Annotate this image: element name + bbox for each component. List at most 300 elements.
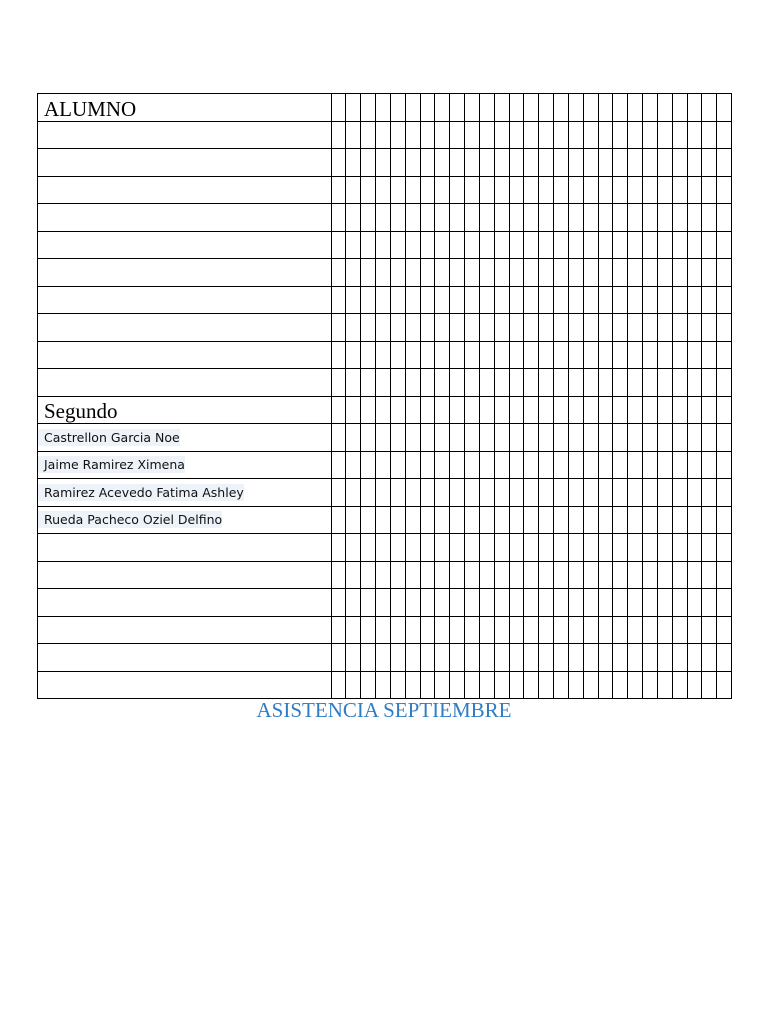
attendance-cell[interactable] — [494, 396, 509, 424]
attendance-cell[interactable] — [568, 204, 583, 232]
attendance-cell[interactable] — [361, 616, 376, 644]
attendance-cell[interactable] — [598, 231, 613, 259]
attendance-cell[interactable] — [465, 589, 480, 617]
attendance-cell[interactable] — [479, 176, 494, 204]
attendance-cell[interactable] — [687, 286, 702, 314]
attendance-cell[interactable] — [657, 176, 672, 204]
attendance-cell[interactable] — [390, 671, 405, 699]
attendance-cell[interactable] — [568, 286, 583, 314]
attendance-cell[interactable] — [717, 204, 732, 232]
attendance-cell[interactable] — [717, 176, 732, 204]
attendance-cell[interactable] — [702, 644, 717, 672]
attendance-cell[interactable] — [435, 286, 450, 314]
attendance-cell[interactable] — [539, 506, 554, 534]
attendance-cell[interactable] — [479, 396, 494, 424]
attendance-cell[interactable] — [450, 616, 465, 644]
attendance-cell[interactable] — [346, 479, 361, 507]
attendance-cell[interactable] — [643, 534, 658, 562]
attendance-cell[interactable] — [509, 121, 524, 149]
attendance-cell[interactable] — [717, 671, 732, 699]
attendance-cell[interactable] — [583, 644, 598, 672]
attendance-cell[interactable] — [539, 259, 554, 287]
attendance-cell[interactable] — [524, 644, 539, 672]
attendance-cell[interactable] — [435, 424, 450, 452]
student-name-cell[interactable] — [38, 589, 332, 617]
attendance-cell[interactable] — [494, 424, 509, 452]
attendance-cell[interactable] — [331, 259, 346, 287]
attendance-cell[interactable] — [568, 671, 583, 699]
attendance-cell[interactable] — [509, 671, 524, 699]
attendance-cell[interactable] — [554, 479, 569, 507]
attendance-cell[interactable] — [583, 671, 598, 699]
attendance-cell[interactable] — [390, 149, 405, 177]
attendance-cell[interactable] — [331, 616, 346, 644]
attendance-cell[interactable] — [450, 369, 465, 397]
attendance-cell[interactable] — [598, 341, 613, 369]
attendance-cell[interactable] — [494, 286, 509, 314]
attendance-cell[interactable] — [494, 149, 509, 177]
attendance-cell[interactable] — [657, 589, 672, 617]
attendance-cell[interactable] — [613, 176, 628, 204]
attendance-cell[interactable] — [390, 286, 405, 314]
attendance-cell[interactable] — [376, 204, 391, 232]
attendance-cell[interactable] — [568, 534, 583, 562]
attendance-cell[interactable] — [435, 94, 450, 122]
attendance-cell[interactable] — [672, 451, 687, 479]
attendance-cell[interactable] — [598, 259, 613, 287]
attendance-cell[interactable] — [346, 121, 361, 149]
attendance-cell[interactable] — [613, 121, 628, 149]
attendance-cell[interactable] — [554, 369, 569, 397]
attendance-cell[interactable] — [331, 314, 346, 342]
attendance-cell[interactable] — [702, 534, 717, 562]
attendance-cell[interactable] — [479, 231, 494, 259]
attendance-cell[interactable] — [509, 589, 524, 617]
attendance-cell[interactable] — [361, 644, 376, 672]
attendance-cell[interactable] — [598, 671, 613, 699]
attendance-cell[interactable] — [465, 314, 480, 342]
attendance-cell[interactable] — [568, 506, 583, 534]
attendance-cell[interactable] — [643, 671, 658, 699]
attendance-cell[interactable] — [539, 644, 554, 672]
attendance-cell[interactable] — [331, 534, 346, 562]
attendance-cell[interactable] — [672, 259, 687, 287]
student-name-cell[interactable] — [38, 561, 332, 589]
attendance-cell[interactable] — [702, 396, 717, 424]
attendance-cell[interactable] — [554, 671, 569, 699]
attendance-cell[interactable] — [524, 149, 539, 177]
attendance-cell[interactable] — [583, 314, 598, 342]
attendance-cell[interactable] — [420, 341, 435, 369]
attendance-cell[interactable] — [643, 231, 658, 259]
attendance-cell[interactable] — [672, 204, 687, 232]
attendance-cell[interactable] — [524, 671, 539, 699]
attendance-cell[interactable] — [672, 231, 687, 259]
attendance-cell[interactable] — [346, 671, 361, 699]
attendance-cell[interactable] — [405, 671, 420, 699]
attendance-cell[interactable] — [479, 286, 494, 314]
attendance-cell[interactable] — [405, 341, 420, 369]
attendance-cell[interactable] — [376, 451, 391, 479]
attendance-cell[interactable] — [524, 424, 539, 452]
attendance-cell[interactable] — [687, 534, 702, 562]
student-name-cell[interactable] — [38, 341, 332, 369]
attendance-cell[interactable] — [390, 424, 405, 452]
attendance-cell[interactable] — [465, 506, 480, 534]
attendance-cell[interactable] — [361, 341, 376, 369]
attendance-cell[interactable] — [613, 396, 628, 424]
attendance-cell[interactable] — [717, 149, 732, 177]
attendance-cell[interactable] — [346, 506, 361, 534]
attendance-cell[interactable] — [539, 451, 554, 479]
attendance-cell[interactable] — [717, 341, 732, 369]
attendance-cell[interactable] — [361, 561, 376, 589]
student-name-cell[interactable] — [38, 616, 332, 644]
attendance-cell[interactable] — [539, 534, 554, 562]
attendance-cell[interactable] — [435, 369, 450, 397]
attendance-cell[interactable] — [672, 314, 687, 342]
attendance-cell[interactable] — [331, 671, 346, 699]
attendance-cell[interactable] — [568, 149, 583, 177]
attendance-cell[interactable] — [554, 451, 569, 479]
attendance-cell[interactable] — [524, 396, 539, 424]
attendance-cell[interactable] — [479, 121, 494, 149]
attendance-cell[interactable] — [465, 671, 480, 699]
attendance-cell[interactable] — [568, 231, 583, 259]
attendance-cell[interactable] — [702, 286, 717, 314]
attendance-cell[interactable] — [672, 369, 687, 397]
attendance-cell[interactable] — [509, 424, 524, 452]
attendance-cell[interactable] — [405, 286, 420, 314]
attendance-cell[interactable] — [361, 369, 376, 397]
attendance-cell[interactable] — [376, 259, 391, 287]
attendance-cell[interactable] — [346, 341, 361, 369]
student-name-cell[interactable] — [38, 534, 332, 562]
attendance-cell[interactable] — [450, 396, 465, 424]
attendance-cell[interactable] — [450, 204, 465, 232]
attendance-cell[interactable] — [613, 479, 628, 507]
attendance-cell[interactable] — [361, 451, 376, 479]
attendance-cell[interactable] — [598, 314, 613, 342]
attendance-cell[interactable] — [643, 286, 658, 314]
student-name-cell[interactable] — [38, 121, 332, 149]
attendance-cell[interactable] — [554, 589, 569, 617]
attendance-cell[interactable] — [568, 341, 583, 369]
attendance-cell[interactable] — [672, 644, 687, 672]
attendance-cell[interactable] — [702, 671, 717, 699]
attendance-cell[interactable] — [361, 314, 376, 342]
attendance-cell[interactable] — [361, 396, 376, 424]
attendance-cell[interactable] — [568, 121, 583, 149]
attendance-cell[interactable] — [346, 204, 361, 232]
attendance-cell[interactable] — [435, 231, 450, 259]
attendance-cell[interactable] — [583, 616, 598, 644]
attendance-cell[interactable] — [687, 259, 702, 287]
attendance-cell[interactable] — [435, 671, 450, 699]
attendance-cell[interactable] — [643, 259, 658, 287]
attendance-cell[interactable] — [420, 94, 435, 122]
attendance-cell[interactable] — [465, 94, 480, 122]
attendance-cell[interactable] — [672, 396, 687, 424]
attendance-cell[interactable] — [405, 616, 420, 644]
attendance-cell[interactable] — [657, 424, 672, 452]
attendance-cell[interactable] — [672, 341, 687, 369]
attendance-cell[interactable] — [331, 121, 346, 149]
attendance-cell[interactable] — [390, 589, 405, 617]
attendance-cell[interactable] — [450, 176, 465, 204]
attendance-cell[interactable] — [583, 534, 598, 562]
attendance-cell[interactable] — [628, 204, 643, 232]
attendance-cell[interactable] — [435, 616, 450, 644]
attendance-cell[interactable] — [568, 314, 583, 342]
attendance-cell[interactable] — [524, 231, 539, 259]
attendance-cell[interactable] — [583, 149, 598, 177]
attendance-cell[interactable] — [702, 121, 717, 149]
attendance-cell[interactable] — [628, 231, 643, 259]
attendance-cell[interactable] — [672, 671, 687, 699]
attendance-cell[interactable] — [598, 451, 613, 479]
attendance-cell[interactable] — [390, 451, 405, 479]
attendance-cell[interactable] — [628, 341, 643, 369]
attendance-cell[interactable] — [687, 671, 702, 699]
attendance-cell[interactable] — [702, 341, 717, 369]
attendance-cell[interactable] — [361, 424, 376, 452]
attendance-cell[interactable] — [717, 479, 732, 507]
attendance-cell[interactable] — [494, 341, 509, 369]
attendance-cell[interactable] — [435, 644, 450, 672]
attendance-cell[interactable] — [524, 589, 539, 617]
attendance-cell[interactable] — [554, 534, 569, 562]
attendance-cell[interactable] — [509, 616, 524, 644]
attendance-cell[interactable] — [717, 589, 732, 617]
attendance-cell[interactable] — [524, 451, 539, 479]
attendance-cell[interactable] — [465, 396, 480, 424]
attendance-cell[interactable] — [583, 286, 598, 314]
attendance-cell[interactable] — [509, 534, 524, 562]
attendance-cell[interactable] — [390, 94, 405, 122]
attendance-cell[interactable] — [554, 424, 569, 452]
attendance-cell[interactable] — [554, 121, 569, 149]
attendance-cell[interactable] — [628, 534, 643, 562]
attendance-cell[interactable] — [702, 314, 717, 342]
attendance-cell[interactable] — [361, 286, 376, 314]
attendance-cell[interactable] — [583, 369, 598, 397]
attendance-cell[interactable] — [390, 314, 405, 342]
attendance-cell[interactable] — [643, 94, 658, 122]
attendance-cell[interactable] — [331, 479, 346, 507]
attendance-cell[interactable] — [583, 204, 598, 232]
attendance-cell[interactable] — [509, 204, 524, 232]
attendance-cell[interactable] — [331, 451, 346, 479]
attendance-cell[interactable] — [509, 451, 524, 479]
attendance-cell[interactable] — [420, 424, 435, 452]
attendance-cell[interactable] — [509, 479, 524, 507]
attendance-cell[interactable] — [613, 534, 628, 562]
attendance-cell[interactable] — [390, 506, 405, 534]
attendance-cell[interactable] — [583, 506, 598, 534]
attendance-cell[interactable] — [568, 644, 583, 672]
attendance-cell[interactable] — [524, 506, 539, 534]
attendance-cell[interactable] — [672, 561, 687, 589]
attendance-cell[interactable] — [346, 616, 361, 644]
attendance-cell[interactable] — [657, 369, 672, 397]
attendance-cell[interactable] — [613, 451, 628, 479]
attendance-cell[interactable] — [420, 149, 435, 177]
attendance-cell[interactable] — [583, 589, 598, 617]
attendance-cell[interactable] — [420, 479, 435, 507]
attendance-cell[interactable] — [420, 396, 435, 424]
attendance-cell[interactable] — [509, 369, 524, 397]
attendance-cell[interactable] — [628, 671, 643, 699]
attendance-cell[interactable] — [583, 176, 598, 204]
attendance-cell[interactable] — [361, 259, 376, 287]
attendance-cell[interactable] — [628, 314, 643, 342]
attendance-cell[interactable] — [450, 314, 465, 342]
attendance-cell[interactable] — [405, 506, 420, 534]
attendance-cell[interactable] — [494, 204, 509, 232]
attendance-cell[interactable] — [657, 534, 672, 562]
attendance-cell[interactable] — [643, 369, 658, 397]
attendance-cell[interactable] — [361, 534, 376, 562]
attendance-cell[interactable] — [539, 616, 554, 644]
attendance-cell[interactable] — [465, 231, 480, 259]
attendance-cell[interactable] — [613, 671, 628, 699]
student-name-cell[interactable] — [38, 424, 332, 452]
attendance-cell[interactable] — [405, 589, 420, 617]
attendance-cell[interactable] — [420, 451, 435, 479]
attendance-cell[interactable] — [717, 314, 732, 342]
student-name-cell[interactable] — [38, 231, 332, 259]
attendance-cell[interactable] — [539, 94, 554, 122]
attendance-cell[interactable] — [346, 369, 361, 397]
attendance-cell[interactable] — [687, 396, 702, 424]
attendance-cell[interactable] — [717, 506, 732, 534]
attendance-cell[interactable] — [613, 204, 628, 232]
attendance-cell[interactable] — [524, 369, 539, 397]
attendance-cell[interactable] — [702, 479, 717, 507]
attendance-cell[interactable] — [465, 479, 480, 507]
attendance-cell[interactable] — [405, 369, 420, 397]
attendance-cell[interactable] — [672, 506, 687, 534]
attendance-cell[interactable] — [390, 231, 405, 259]
attendance-cell[interactable] — [494, 121, 509, 149]
attendance-cell[interactable] — [539, 589, 554, 617]
attendance-cell[interactable] — [346, 176, 361, 204]
attendance-cell[interactable] — [420, 616, 435, 644]
attendance-cell[interactable] — [420, 644, 435, 672]
attendance-cell[interactable] — [643, 451, 658, 479]
attendance-cell[interactable] — [657, 561, 672, 589]
attendance-cell[interactable] — [583, 341, 598, 369]
attendance-cell[interactable] — [568, 396, 583, 424]
attendance-cell[interactable] — [465, 204, 480, 232]
attendance-cell[interactable] — [479, 94, 494, 122]
attendance-cell[interactable] — [687, 149, 702, 177]
attendance-cell[interactable] — [568, 369, 583, 397]
attendance-cell[interactable] — [465, 561, 480, 589]
attendance-cell[interactable] — [420, 589, 435, 617]
attendance-cell[interactable] — [450, 451, 465, 479]
attendance-cell[interactable] — [390, 644, 405, 672]
attendance-cell[interactable] — [524, 314, 539, 342]
attendance-cell[interactable] — [613, 506, 628, 534]
attendance-cell[interactable] — [687, 121, 702, 149]
attendance-cell[interactable] — [613, 589, 628, 617]
attendance-cell[interactable] — [509, 341, 524, 369]
attendance-cell[interactable] — [539, 121, 554, 149]
attendance-cell[interactable] — [643, 149, 658, 177]
attendance-cell[interactable] — [717, 369, 732, 397]
attendance-cell[interactable] — [420, 561, 435, 589]
attendance-cell[interactable] — [613, 616, 628, 644]
attendance-cell[interactable] — [509, 259, 524, 287]
attendance-cell[interactable] — [613, 149, 628, 177]
attendance-cell[interactable] — [376, 424, 391, 452]
attendance-cell[interactable] — [450, 94, 465, 122]
attendance-cell[interactable] — [346, 231, 361, 259]
attendance-cell[interactable] — [583, 561, 598, 589]
attendance-cell[interactable] — [450, 424, 465, 452]
attendance-cell[interactable] — [390, 616, 405, 644]
attendance-cell[interactable] — [628, 561, 643, 589]
attendance-cell[interactable] — [628, 121, 643, 149]
attendance-cell[interactable] — [509, 396, 524, 424]
attendance-cell[interactable] — [643, 616, 658, 644]
attendance-cell[interactable] — [628, 369, 643, 397]
attendance-cell[interactable] — [524, 534, 539, 562]
attendance-cell[interactable] — [657, 121, 672, 149]
attendance-cell[interactable] — [702, 369, 717, 397]
attendance-cell[interactable] — [465, 424, 480, 452]
attendance-cell[interactable] — [346, 396, 361, 424]
attendance-cell[interactable] — [554, 259, 569, 287]
student-name-cell[interactable] — [38, 451, 332, 479]
attendance-cell[interactable] — [539, 396, 554, 424]
attendance-cell[interactable] — [450, 341, 465, 369]
attendance-cell[interactable] — [554, 149, 569, 177]
attendance-cell[interactable] — [420, 506, 435, 534]
attendance-cell[interactable] — [583, 424, 598, 452]
attendance-cell[interactable] — [331, 396, 346, 424]
attendance-cell[interactable] — [346, 644, 361, 672]
attendance-cell[interactable] — [361, 121, 376, 149]
attendance-cell[interactable] — [702, 424, 717, 452]
attendance-cell[interactable] — [435, 121, 450, 149]
attendance-cell[interactable] — [361, 149, 376, 177]
student-name-cell[interactable] — [38, 314, 332, 342]
attendance-cell[interactable] — [390, 396, 405, 424]
attendance-cell[interactable] — [628, 424, 643, 452]
attendance-cell[interactable] — [346, 94, 361, 122]
attendance-cell[interactable] — [613, 341, 628, 369]
attendance-cell[interactable] — [494, 451, 509, 479]
attendance-cell[interactable] — [376, 644, 391, 672]
attendance-cell[interactable] — [539, 231, 554, 259]
attendance-cell[interactable] — [643, 176, 658, 204]
attendance-cell[interactable] — [628, 644, 643, 672]
attendance-cell[interactable] — [717, 94, 732, 122]
attendance-cell[interactable] — [554, 286, 569, 314]
attendance-cell[interactable] — [450, 671, 465, 699]
attendance-cell[interactable] — [479, 644, 494, 672]
attendance-cell[interactable] — [479, 506, 494, 534]
attendance-cell[interactable] — [628, 286, 643, 314]
attendance-cell[interactable] — [717, 424, 732, 452]
attendance-cell[interactable] — [376, 121, 391, 149]
attendance-cell[interactable] — [479, 341, 494, 369]
attendance-cell[interactable] — [346, 424, 361, 452]
attendance-cell[interactable] — [465, 176, 480, 204]
